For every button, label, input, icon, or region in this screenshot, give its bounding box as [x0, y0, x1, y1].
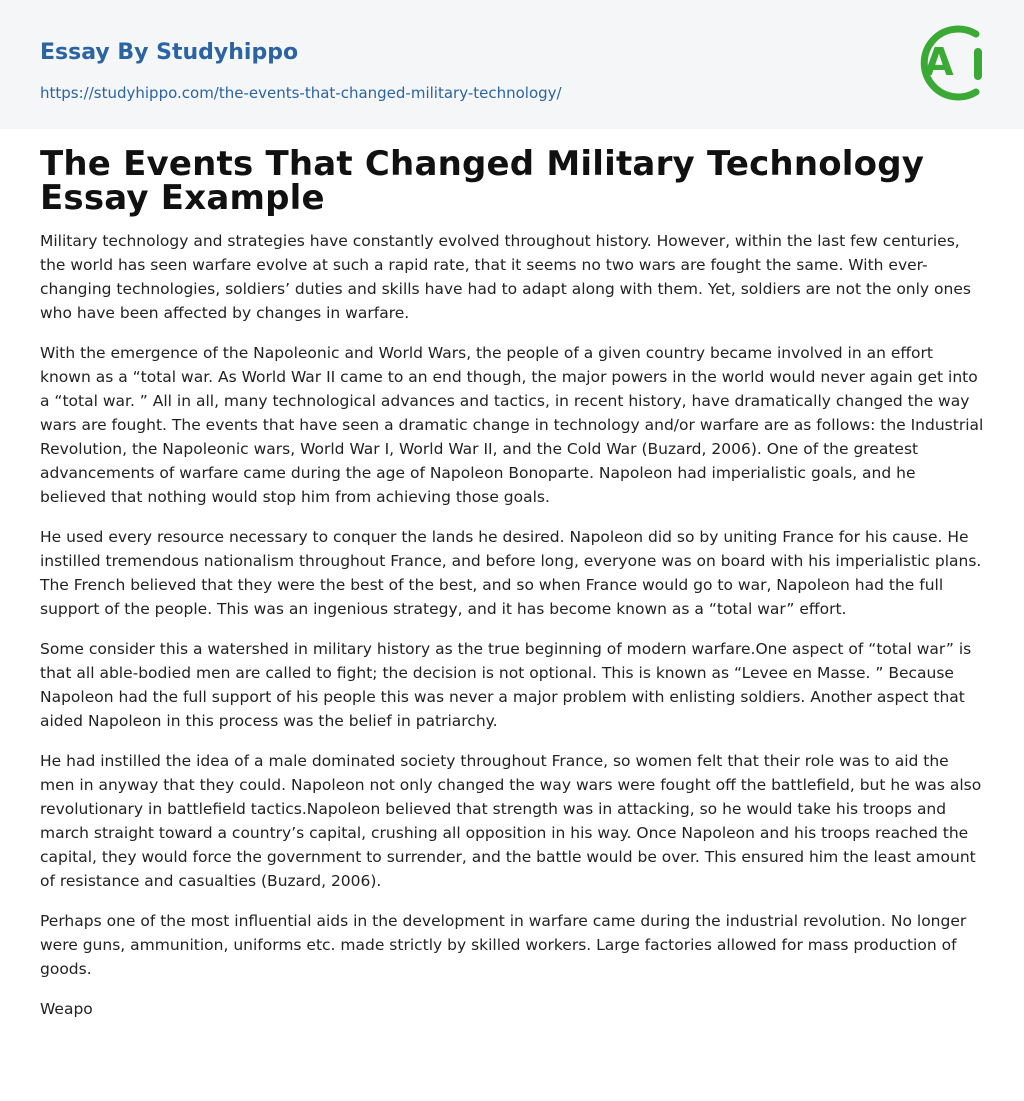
essay-paragraph: Military technology and strategies have constantly evolved throughout history. However, within the last few centuries, the world has seen warfare evolve at such a rapid rate, that it seems no two wars are fought the same. With ever-changing technologies, soldiers’ duties and skills have had to adapt along with them. Yet, soldiers are not the only ones who have been affected by changes in warfare. [40, 232, 971, 322]
essay-paragraph: With the emergence of the Napoleonic and World Wars, the people of a given country became involved in an effort known as a “total war. As World War II came to an end though, the major powers in the world would never again get into a “total war. ” All in all, many technological advances and tactics, in recent history, have dramatically changed the way wars are fought. The events that have seen a dramatic change in technology and/or warfare are as follows: the Industrial Revolution, the Napoleonic wars, World War I, World War II, and the Cold War (Buzard, 2006). One of the greatest advancements of warfare came during the age of Napoleon Bonoparte. Napoleon had imperialistic goals, and he believed that nothing would stop him from achieving those goals. [40, 344, 984, 506]
ring-a-logo-icon[interactable] [910, 18, 990, 108]
source-url-link[interactable]: https://studyhippo.com/the-events-that-changed-military-technology/ [40, 84, 562, 102]
essay-paragraph: He had instilled the idea of a male dominated society throughout France, so women felt that their role was to aid the men in anyway that they could. Napoleon not only changed the way wars were fought off the battlefield, but he was also revolutionary in battlefield tactics.Napoleon believed that strength was in attacking, so he would take his troops and march straight toward a country’s capital, crushing all opposition in his way. Once Napoleon and his troops reached the capital, they would force the government to surrender, and the battle would be over. This ensured him the least amount of resistance and casualties (Buzard, 2006). [40, 752, 982, 890]
logo-letter: A [924, 40, 954, 84]
essay-content [0, 129, 1024, 1021]
essay-paragraph: Perhaps one of the most influential aids in the development in warfare came during the industrial revolution. No longer were guns, ammunition, uniforms etc. made strictly by skilled workers. Large factories allowed for mass production of goods. [40, 912, 967, 978]
essay-paragraph-truncated: Weapo [40, 1000, 93, 1018]
site-header [0, 0, 1024, 129]
logo-ring-bar [974, 48, 982, 80]
essay-paragraph: Some consider this a watershed in military history as the true beginning of modern warfare.One aspect of “total war” is that all able-bodied men are called to fight; the decision is not optional. This is known as “Levee en Masse. ” Because Napoleon had the full support of his people this was never a major problem with enlisting soldiers. Another aspect that aided Napoleon in this process was the belief in patriarchy. [40, 640, 972, 730]
essay-paragraph: He used every resource necessary to conquer the lands he desired. Napoleon did so by uniting France for his cause. He instilled tremendous nationalism throughout France, and before long, everyone was on board with his imperialistic plans. The French believed that they were the best of the best, and so when France would go to war, Napoleon had the full support of the people. This was an ingenious strategy, and it has become known as a “total war” effort. [40, 528, 982, 618]
essay-title: The Events That Changed Military Technology Essay Example [40, 144, 925, 218]
brand-title[interactable]: Essay By Studyhippo [40, 40, 299, 65]
